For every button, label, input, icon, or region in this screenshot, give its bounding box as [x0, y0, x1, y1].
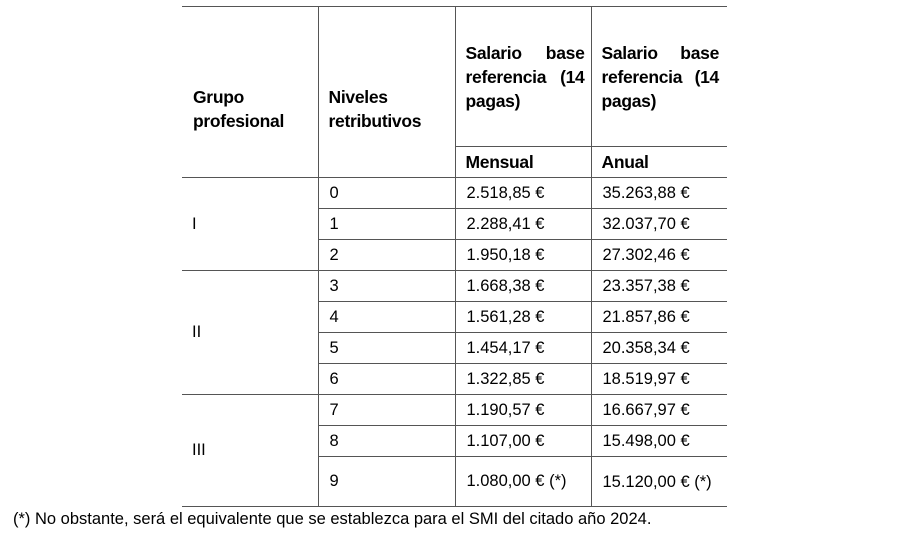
annual-salary-cell: 21.857,86 € [591, 302, 727, 333]
header-levels-label: Niveles retributivos [328, 87, 422, 131]
salary-title-annual-label: Salario base referencia (14 pagas) [601, 42, 719, 111]
level-cell: 5 [318, 333, 455, 364]
table-row [182, 395, 727, 426]
monthly-salary-cell: 1.322,85 € [455, 364, 591, 395]
monthly-salary-cell: 2.518,85 € [455, 178, 591, 209]
monthly-salary-cell: 1.107,00 € [455, 426, 591, 457]
level-cell: 3 [318, 271, 455, 302]
table-row [182, 178, 727, 209]
annual-salary-cell: 15.120,00 € (*) [591, 457, 727, 507]
monthly-salary-cell: 2.288,41 € [455, 209, 591, 240]
annual-salary-cell: 15.498,00 € [591, 426, 727, 457]
monthly-salary-cell: 1.080,00 € (*) [455, 457, 591, 507]
monthly-salary-cell: 1.454,17 € [455, 333, 591, 364]
annual-salary-cell: 32.037,70 € [591, 209, 727, 240]
salary-table [182, 6, 727, 507]
group-name: II [182, 271, 318, 395]
level-cell: 8 [318, 426, 455, 457]
monthly-salary-cell: 1.190,57 € [455, 395, 591, 426]
group-name: III [182, 395, 318, 507]
header-salary-monthly-title [455, 7, 591, 147]
header-annual: Anual [591, 147, 727, 178]
annual-salary-cell: 20.358,34 € [591, 333, 727, 364]
level-cell: 1 [318, 209, 455, 240]
group-name: I [182, 178, 318, 271]
header-salary-annual-title [591, 7, 727, 147]
level-cell: 0 [318, 178, 455, 209]
annual-salary-cell: 35.263,88 € [591, 178, 727, 209]
level-cell: 7 [318, 395, 455, 426]
level-cell: 2 [318, 240, 455, 271]
footnote: (*) No obstante, será el equivalente que se establezca para el SMI del citado año 2024. [13, 510, 652, 528]
header-monthly: Mensual [455, 147, 591, 178]
header-levels [318, 7, 455, 178]
level-cell: 9 [318, 457, 455, 507]
annual-salary-cell: 16.667,97 € [591, 395, 727, 426]
level-cell: 6 [318, 364, 455, 395]
annual-salary-cell: 18.519,97 € [591, 364, 727, 395]
salary-title-monthly-label: Salario base referencia (14 pagas) [465, 42, 585, 111]
annual-salary-cell: 27.302,46 € [591, 240, 727, 271]
monthly-salary-cell: 1.668,38 € [455, 271, 591, 302]
monthly-salary-cell: 1.950,18 € [455, 240, 591, 271]
header-group-label: Grupo profesional [193, 87, 285, 131]
monthly-salary-cell: 1.561,28 € [455, 302, 591, 333]
table-row [182, 271, 727, 302]
level-cell: 4 [318, 302, 455, 333]
header-group-profesional [182, 7, 318, 178]
annual-salary-cell: 23.357,38 € [591, 271, 727, 302]
